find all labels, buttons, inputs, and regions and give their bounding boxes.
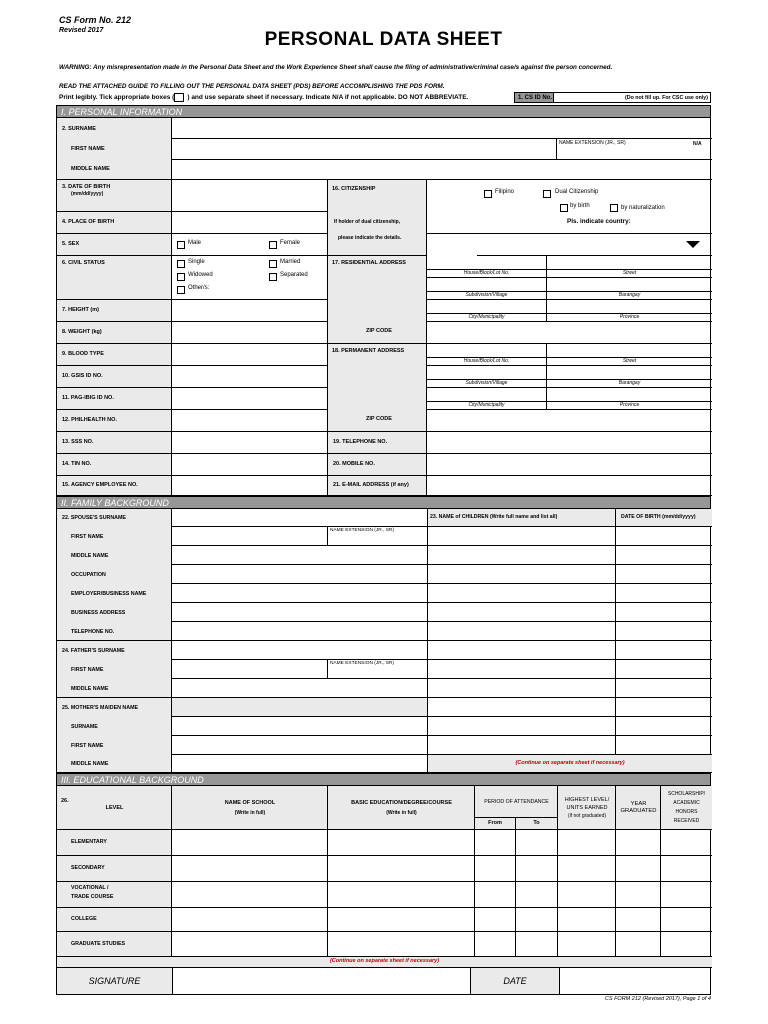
mother-surname-input[interactable] (172, 717, 428, 736)
level-row-label-text: VOCATIONAL / (71, 885, 109, 891)
education-cell[interactable] (328, 908, 475, 932)
email-input[interactable] (427, 476, 712, 496)
education-continue-note-text: (Continue on separate sheet if necessary) (329, 958, 440, 964)
sch-2: ACADEMIC (673, 800, 700, 806)
level-row-label (57, 856, 172, 882)
children-header (428, 509, 616, 527)
permanent-city-input[interactable] (427, 388, 547, 402)
permanent-subdivision-caption-text: Subdivision/Village (465, 380, 508, 386)
residential-street-input[interactable] (547, 256, 712, 270)
level-row-label-text: GRADUATE STUDIES (71, 940, 126, 947)
course-sub: (Write in full) (386, 810, 417, 816)
filipino-label: Filipino (495, 189, 515, 195)
height-label-text: 7. HEIGHT (m) (62, 307, 99, 313)
child-name-input[interactable] (428, 698, 616, 717)
spouse-surname-label: 22. SPOUSE'S SURNAME (62, 515, 126, 521)
education-cell[interactable] (516, 908, 558, 932)
warning-text: WARNING: Any misrepresentation made in the Personal Data Sheet and the Work Experience Sheet shall cause the filing of administrative/criminal case/s against the person concerned. (59, 64, 613, 71)
form-number: CS Form No. 212 (59, 15, 132, 25)
spouse-occupation-input[interactable] (172, 565, 428, 584)
pob-label (57, 212, 172, 234)
by-birth-label: by birth (570, 203, 590, 209)
residential-zip-label: ZIP CODE (366, 328, 392, 334)
level-row-label-text: COLLEGE (71, 916, 97, 922)
spouse-business-address-label: BUSINESS ADDRESS (71, 609, 126, 616)
level-row-label (57, 932, 172, 957)
residential-city-caption (427, 314, 547, 322)
spouse-business-address-input[interactable] (172, 603, 428, 622)
philhealth-label-text: 12. PHILHEALTH NO. (62, 417, 117, 423)
education-cell[interactable] (475, 932, 516, 957)
mother-surname-label: SURNAME (71, 723, 98, 730)
education-cell[interactable] (616, 856, 661, 882)
level-row-label (57, 830, 172, 856)
widowed-label: Widowed (188, 272, 213, 278)
firstname-label: FIRST NAME (71, 146, 105, 152)
spouse-firstname-name-ext-text: NAME EXTENSION (JR., SR) (330, 528, 394, 533)
highest-1: HIGHEST LEVEL/ (564, 797, 610, 803)
permanent-barangay-caption (547, 380, 712, 388)
signature-label: SIGNATURE (57, 968, 173, 994)
child-dob-input[interactable] (616, 717, 712, 736)
mother-middlename-label: MIDDLE NAME (71, 761, 109, 767)
email-label-text: 21. E-MAIL ADDRESS (if any) (333, 482, 409, 488)
to-header (516, 818, 558, 830)
permanent-street-input[interactable] (547, 344, 712, 358)
vocational-2: TRADE COURSE (71, 894, 114, 900)
print-legibly-a: Print legibly. Tick appropriate boxes ( (59, 94, 175, 102)
female-label: Female (280, 240, 301, 246)
child-name-input[interactable] (428, 603, 616, 622)
separated-label: Separated (280, 272, 308, 278)
pagibig-label-text: 11. PAG-IBIG ID NO. (62, 395, 114, 401)
agency-input[interactable] (172, 476, 328, 496)
permanent-street-caption-text: Street (622, 358, 637, 364)
mother-firstname-label: FIRST NAME (71, 742, 104, 749)
child-name-input[interactable] (428, 660, 616, 679)
single-label: Single (188, 259, 205, 265)
year-1: YEAR (630, 801, 647, 807)
family-continue-note-text: (Continue on separate sheet if necessary) (515, 760, 625, 766)
course-label: BASIC EDUCATION/DEGREE/COURSE (351, 800, 452, 806)
father-firstname-name-ext-text: NAME EXTENSION (JR., SR) (330, 661, 394, 666)
revised-date: Revised 2017 (59, 27, 104, 34)
csid-label: 1. CS ID No. (514, 92, 554, 103)
print-legibly-b: ) and use separate sheet if necessary. Indicate N/A if not applicable. DO NOT ABBREVIATE. (187, 94, 469, 102)
residential-barangay-input[interactable] (547, 278, 712, 292)
residential-street-caption-text: Street (622, 270, 637, 276)
child-dob-input[interactable] (616, 736, 712, 755)
residential-house-caption (427, 270, 547, 278)
education-cell[interactable] (516, 856, 558, 882)
email-label (328, 476, 427, 496)
education-cell[interactable] (475, 882, 516, 908)
weight-input[interactable] (172, 322, 328, 344)
weight-label (57, 322, 172, 344)
agency-label (57, 476, 172, 496)
read-guide-text: READ THE ATTACHED GUIDE TO FILLING OUT THE PERSONAL DATA SHEET (PDS) BEFORE ACCOMPLISHING THE PDS FORM. (59, 83, 445, 90)
spouse-telephone-input[interactable] (172, 622, 428, 641)
child-name-input[interactable] (428, 641, 616, 660)
permanent-label: 18. PERMANENT ADDRESS (332, 348, 405, 354)
education-cell[interactable] (516, 830, 558, 856)
page-title: PERSONAL DATA SHEET (264, 29, 503, 50)
child-dob-input[interactable] (616, 546, 712, 565)
section-personal-info: I. PERSONAL INFORMATION (56, 105, 711, 118)
permanent-province-input[interactable] (547, 388, 712, 402)
spouse-surname-input[interactable] (172, 509, 428, 527)
child-dob-input[interactable] (616, 622, 712, 641)
education-cell[interactable] (475, 856, 516, 882)
dual-note-2: please indicate the details. (338, 235, 402, 241)
spouse-middlename-label: MIDDLE NAME (71, 552, 109, 559)
spouse-firstname-input[interactable] (172, 527, 328, 546)
mobile-label (328, 454, 427, 476)
child-dob-header-text: DATE OF BIRTH (mm/dd/yyyy) (621, 514, 696, 520)
csid-note: (Do not fill up. For CSC use only) (625, 95, 708, 101)
child-dob-input[interactable] (616, 698, 712, 717)
surname-label: 2. SURNAME (62, 126, 96, 132)
pob-label-text: 4. PLACE OF BIRTH (62, 219, 115, 225)
tin-input[interactable] (172, 454, 328, 476)
permanent-city-caption-text: City/Municipality (468, 402, 505, 408)
philhealth-input[interactable] (172, 410, 328, 432)
highest-3: (if not graduated) (567, 813, 607, 819)
spouse-middlename-input[interactable] (172, 546, 428, 565)
personal-info-block (56, 118, 711, 496)
weight-label-text: 8. WEIGHT (kg) (62, 329, 102, 335)
school-sub: (Write in full) (234, 810, 266, 816)
permanent-street-caption (547, 358, 712, 366)
education-cell[interactable] (328, 830, 475, 856)
father-firstname-input[interactable] (172, 660, 328, 679)
residential-zip-input[interactable] (427, 322, 712, 344)
country-dropdown[interactable] (477, 234, 712, 256)
dob-input[interactable] (172, 180, 328, 212)
spouse-employer-label: EMPLOYER/BUSINESS NAME (71, 590, 147, 597)
sex-label-text: 5. SEX (62, 241, 80, 247)
name-ext-input-text: NAME EXTENSION (JR., SR) (559, 140, 626, 146)
pls-country-label: Pls. indicate country: (567, 218, 631, 225)
sch-3: HONORS (675, 809, 698, 815)
education-cell[interactable] (172, 882, 328, 908)
spouse-occupation-label: OCCUPATION (71, 571, 106, 578)
dual-checkbox[interactable] (543, 190, 551, 198)
from-header (475, 818, 516, 830)
surname-input[interactable] (172, 118, 712, 139)
education-cell[interactable] (616, 882, 661, 908)
permanent-province-caption (547, 402, 712, 410)
sss-input[interactable] (172, 432, 328, 454)
pagibig-input[interactable] (172, 388, 328, 410)
by-naturalization-checkbox[interactable] (610, 204, 618, 212)
date-label: DATE (471, 968, 560, 994)
father-surname-input[interactable] (172, 641, 428, 660)
spouse-employer-input[interactable] (172, 584, 428, 603)
signature-field[interactable] (173, 968, 471, 994)
tin-label (57, 454, 172, 476)
highest-2: UNITS EARNED (566, 805, 608, 811)
child-name-input[interactable] (428, 736, 616, 755)
sch-1: SCHOLARSHIP/ (667, 791, 706, 797)
permanent-zip-input[interactable] (427, 410, 712, 432)
level-row-label-text: ELEMENTARY (71, 839, 107, 845)
child-name-input[interactable] (428, 679, 616, 698)
level-row-label (57, 908, 172, 932)
permanent-zip-label: ZIP CODE (366, 416, 392, 422)
education-cell[interactable] (661, 908, 712, 932)
dual-note-1: If holder of dual citizenship, (334, 219, 401, 225)
residential-province-caption-text: Province (619, 314, 640, 320)
child-name-input[interactable] (428, 565, 616, 584)
blood-label-text: 9. BLOOD TYPE (62, 351, 104, 357)
residential-subdivision-caption-text: Subdivision/Village (465, 292, 508, 298)
course-header (328, 786, 475, 830)
residential-subdivision-input[interactable] (427, 278, 547, 292)
education-cell[interactable] (558, 856, 616, 882)
others-checkbox[interactable] (177, 286, 185, 294)
education-cell[interactable] (172, 830, 328, 856)
education-cell[interactable] (516, 882, 558, 908)
firstname-input[interactable] (172, 139, 557, 160)
mobile-label-text: 20. MOBILE NO. (333, 461, 375, 467)
permanent-house-input[interactable] (427, 344, 547, 358)
education-cell[interactable] (661, 830, 712, 856)
pagibig-label (57, 388, 172, 410)
permanent-barangay-caption-text: Barangay (618, 380, 641, 386)
spouse-firstname-name-ext[interactable] (328, 527, 428, 546)
gsis-input[interactable] (172, 366, 328, 388)
separated-checkbox[interactable] (269, 273, 277, 281)
dob-format-label: (mm/dd/yyyy) (71, 191, 104, 197)
middlename-label: MIDDLE NAME (71, 166, 110, 172)
chevron-down-icon[interactable] (686, 241, 700, 248)
education-cell[interactable] (616, 830, 661, 856)
permanent-city-caption (427, 402, 547, 410)
period-label: PERIOD OF ATTENDANCE (484, 799, 549, 805)
education-cell[interactable] (475, 908, 516, 932)
single-checkbox[interactable] (177, 260, 185, 268)
level-label: LEVEL (105, 805, 124, 811)
permanent-subdivision-caption (427, 380, 547, 388)
education-cell[interactable] (475, 830, 516, 856)
sex-label (57, 234, 172, 256)
permanent-house-caption-text: House/Block/Lot No. (463, 358, 510, 364)
na-label: N/A (693, 141, 702, 147)
school-header (172, 786, 328, 830)
gsis-label-text: 10. GSIS ID NO. (62, 373, 103, 379)
sch-4: RECEIVED (673, 818, 700, 824)
education-cell[interactable] (616, 908, 661, 932)
education-cell[interactable] (661, 882, 712, 908)
by-naturalization-label: by naturalization (621, 205, 665, 211)
mother-maiden-label: 25. MOTHER'S MAIDEN NAME (62, 704, 139, 711)
education-cell[interactable] (558, 882, 616, 908)
mother-middlename-input[interactable] (172, 755, 428, 773)
education-cell[interactable] (558, 908, 616, 932)
child-name-input[interactable] (428, 584, 616, 603)
pob-input[interactable] (172, 212, 328, 234)
telephone-label (328, 432, 427, 454)
spouse-telephone-label: TELEPHONE NO. (71, 628, 115, 635)
height-label (57, 300, 172, 322)
permanent-province-caption-text: Province (619, 402, 640, 408)
education-continue-note (57, 957, 712, 968)
education-cell[interactable] (328, 932, 475, 957)
family-continue-note (428, 755, 712, 773)
child-dob-input[interactable] (616, 603, 712, 622)
residential-province-input[interactable] (547, 300, 712, 314)
residential-barangay-caption (547, 292, 712, 300)
residential-province-caption (547, 314, 712, 322)
widowed-checkbox[interactable] (177, 273, 185, 281)
philhealth-label (57, 410, 172, 432)
residential-street-caption (547, 270, 712, 278)
section-family-background: II. FAMILY BACKGROUND (56, 496, 711, 509)
csid-field[interactable] (553, 92, 711, 103)
father-firstname-name-ext[interactable] (328, 660, 428, 679)
male-label: Male (188, 240, 202, 246)
child-dob-input[interactable] (616, 584, 712, 603)
child-name-input[interactable] (428, 717, 616, 736)
blood-label (57, 344, 172, 366)
married-label: Married (280, 259, 301, 265)
sss-label (57, 432, 172, 454)
citizenship-label: 16. CITIZENSHIP (332, 186, 376, 192)
education-cell[interactable] (558, 830, 616, 856)
permanent-barangay-input[interactable] (547, 366, 712, 380)
education-cell[interactable] (328, 856, 475, 882)
year-2: GRADUATED (620, 808, 657, 814)
education-cell[interactable] (616, 932, 661, 957)
dob-label-text: 3. DATE OF BIRTH (62, 184, 111, 190)
to-header-text: To (533, 820, 540, 826)
child-dob-input[interactable] (616, 660, 712, 679)
residential-house-input[interactable] (427, 256, 547, 270)
mother-maiden-blank (172, 698, 428, 717)
education-cell[interactable] (661, 932, 712, 957)
education-cell[interactable] (516, 932, 558, 957)
others-label: Other/s: (188, 285, 210, 291)
education-cell[interactable] (661, 856, 712, 882)
from-header-text: From (488, 820, 502, 826)
child-dob-input[interactable] (616, 641, 712, 660)
sample-checkbox (174, 93, 184, 102)
female-checkbox[interactable] (269, 241, 277, 249)
civil-label-text: 6. CIVIL STATUS (62, 260, 105, 266)
education-cell[interactable] (172, 856, 328, 882)
residential-label: 17. RESIDENTIAL ADDRESS (332, 260, 406, 266)
father-middlename-input[interactable] (172, 679, 428, 698)
child-dob-header (616, 509, 712, 527)
date-field[interactable] (560, 968, 711, 994)
page-footer: CS FORM 212 (Revised 2017), Page 1 of 4 (604, 996, 711, 1002)
education-cell[interactable] (172, 908, 328, 932)
married-checkbox[interactable] (269, 260, 277, 268)
education-cell[interactable] (172, 932, 328, 957)
child-dob-input[interactable] (616, 565, 712, 584)
residential-barangay-caption-text: Barangay (618, 292, 641, 298)
children-header-text: 23. NAME of CHILDREN (Write full name and list all) (430, 514, 558, 520)
educational-background-block (56, 786, 711, 968)
tin-label-text: 14. TIN NO. (62, 461, 92, 467)
telephone-label-text: 19. TELEPHONE NO. (333, 439, 388, 445)
residential-city-input[interactable] (427, 300, 547, 314)
mobile-input[interactable] (427, 454, 712, 476)
father-surname-label: 24. FATHER'S SURNAME (62, 647, 125, 654)
child-dob-input[interactable] (616, 527, 712, 546)
mother-firstname-input[interactable] (172, 736, 428, 755)
education-cell[interactable] (328, 882, 475, 908)
family-background-block (56, 509, 711, 773)
child-dob-input[interactable] (616, 679, 712, 698)
print-legibly-text (59, 93, 468, 102)
filipino-checkbox[interactable] (484, 190, 492, 198)
education-cell[interactable] (558, 932, 616, 957)
residential-subdivision-caption (427, 292, 547, 300)
permanent-house-caption (427, 358, 547, 366)
gsis-label (57, 366, 172, 388)
civil-label (57, 256, 172, 300)
education-num: 26. (61, 798, 69, 804)
child-name-input[interactable] (428, 527, 616, 546)
section-educational-background: III. EDUCATIONAL BACKGROUND (56, 773, 711, 786)
blood-input[interactable] (172, 344, 328, 366)
by-birth-checkbox[interactable] (560, 204, 568, 212)
male-checkbox[interactable] (177, 241, 185, 249)
middlename-input[interactable] (172, 160, 712, 180)
sss-label-text: 13. SSS NO. (62, 439, 94, 445)
height-input[interactable] (172, 300, 328, 322)
level-row-label-text: SECONDARY (71, 865, 105, 871)
school-label: NAME OF SCHOOL (224, 800, 276, 806)
agency-label-text: 15. AGENCY EMPLOYEE NO. (62, 482, 138, 488)
permanent-subdivision-input[interactable] (427, 366, 547, 380)
child-name-input[interactable] (428, 546, 616, 565)
dual-label: Dual Citizenship (555, 189, 599, 195)
signature-row (56, 968, 711, 995)
father-firstname-label: FIRST NAME (71, 666, 104, 673)
father-middlename-label: MIDDLE NAME (71, 685, 109, 692)
child-name-input[interactable] (428, 622, 616, 641)
spouse-firstname-label: FIRST NAME (71, 533, 104, 540)
telephone-input[interactable] (427, 432, 712, 454)
residential-house-caption-text: House/Block/Lot No. (463, 270, 510, 276)
residential-city-caption-text: City/Municipality (468, 314, 505, 320)
name-ext-input[interactable] (557, 139, 712, 160)
